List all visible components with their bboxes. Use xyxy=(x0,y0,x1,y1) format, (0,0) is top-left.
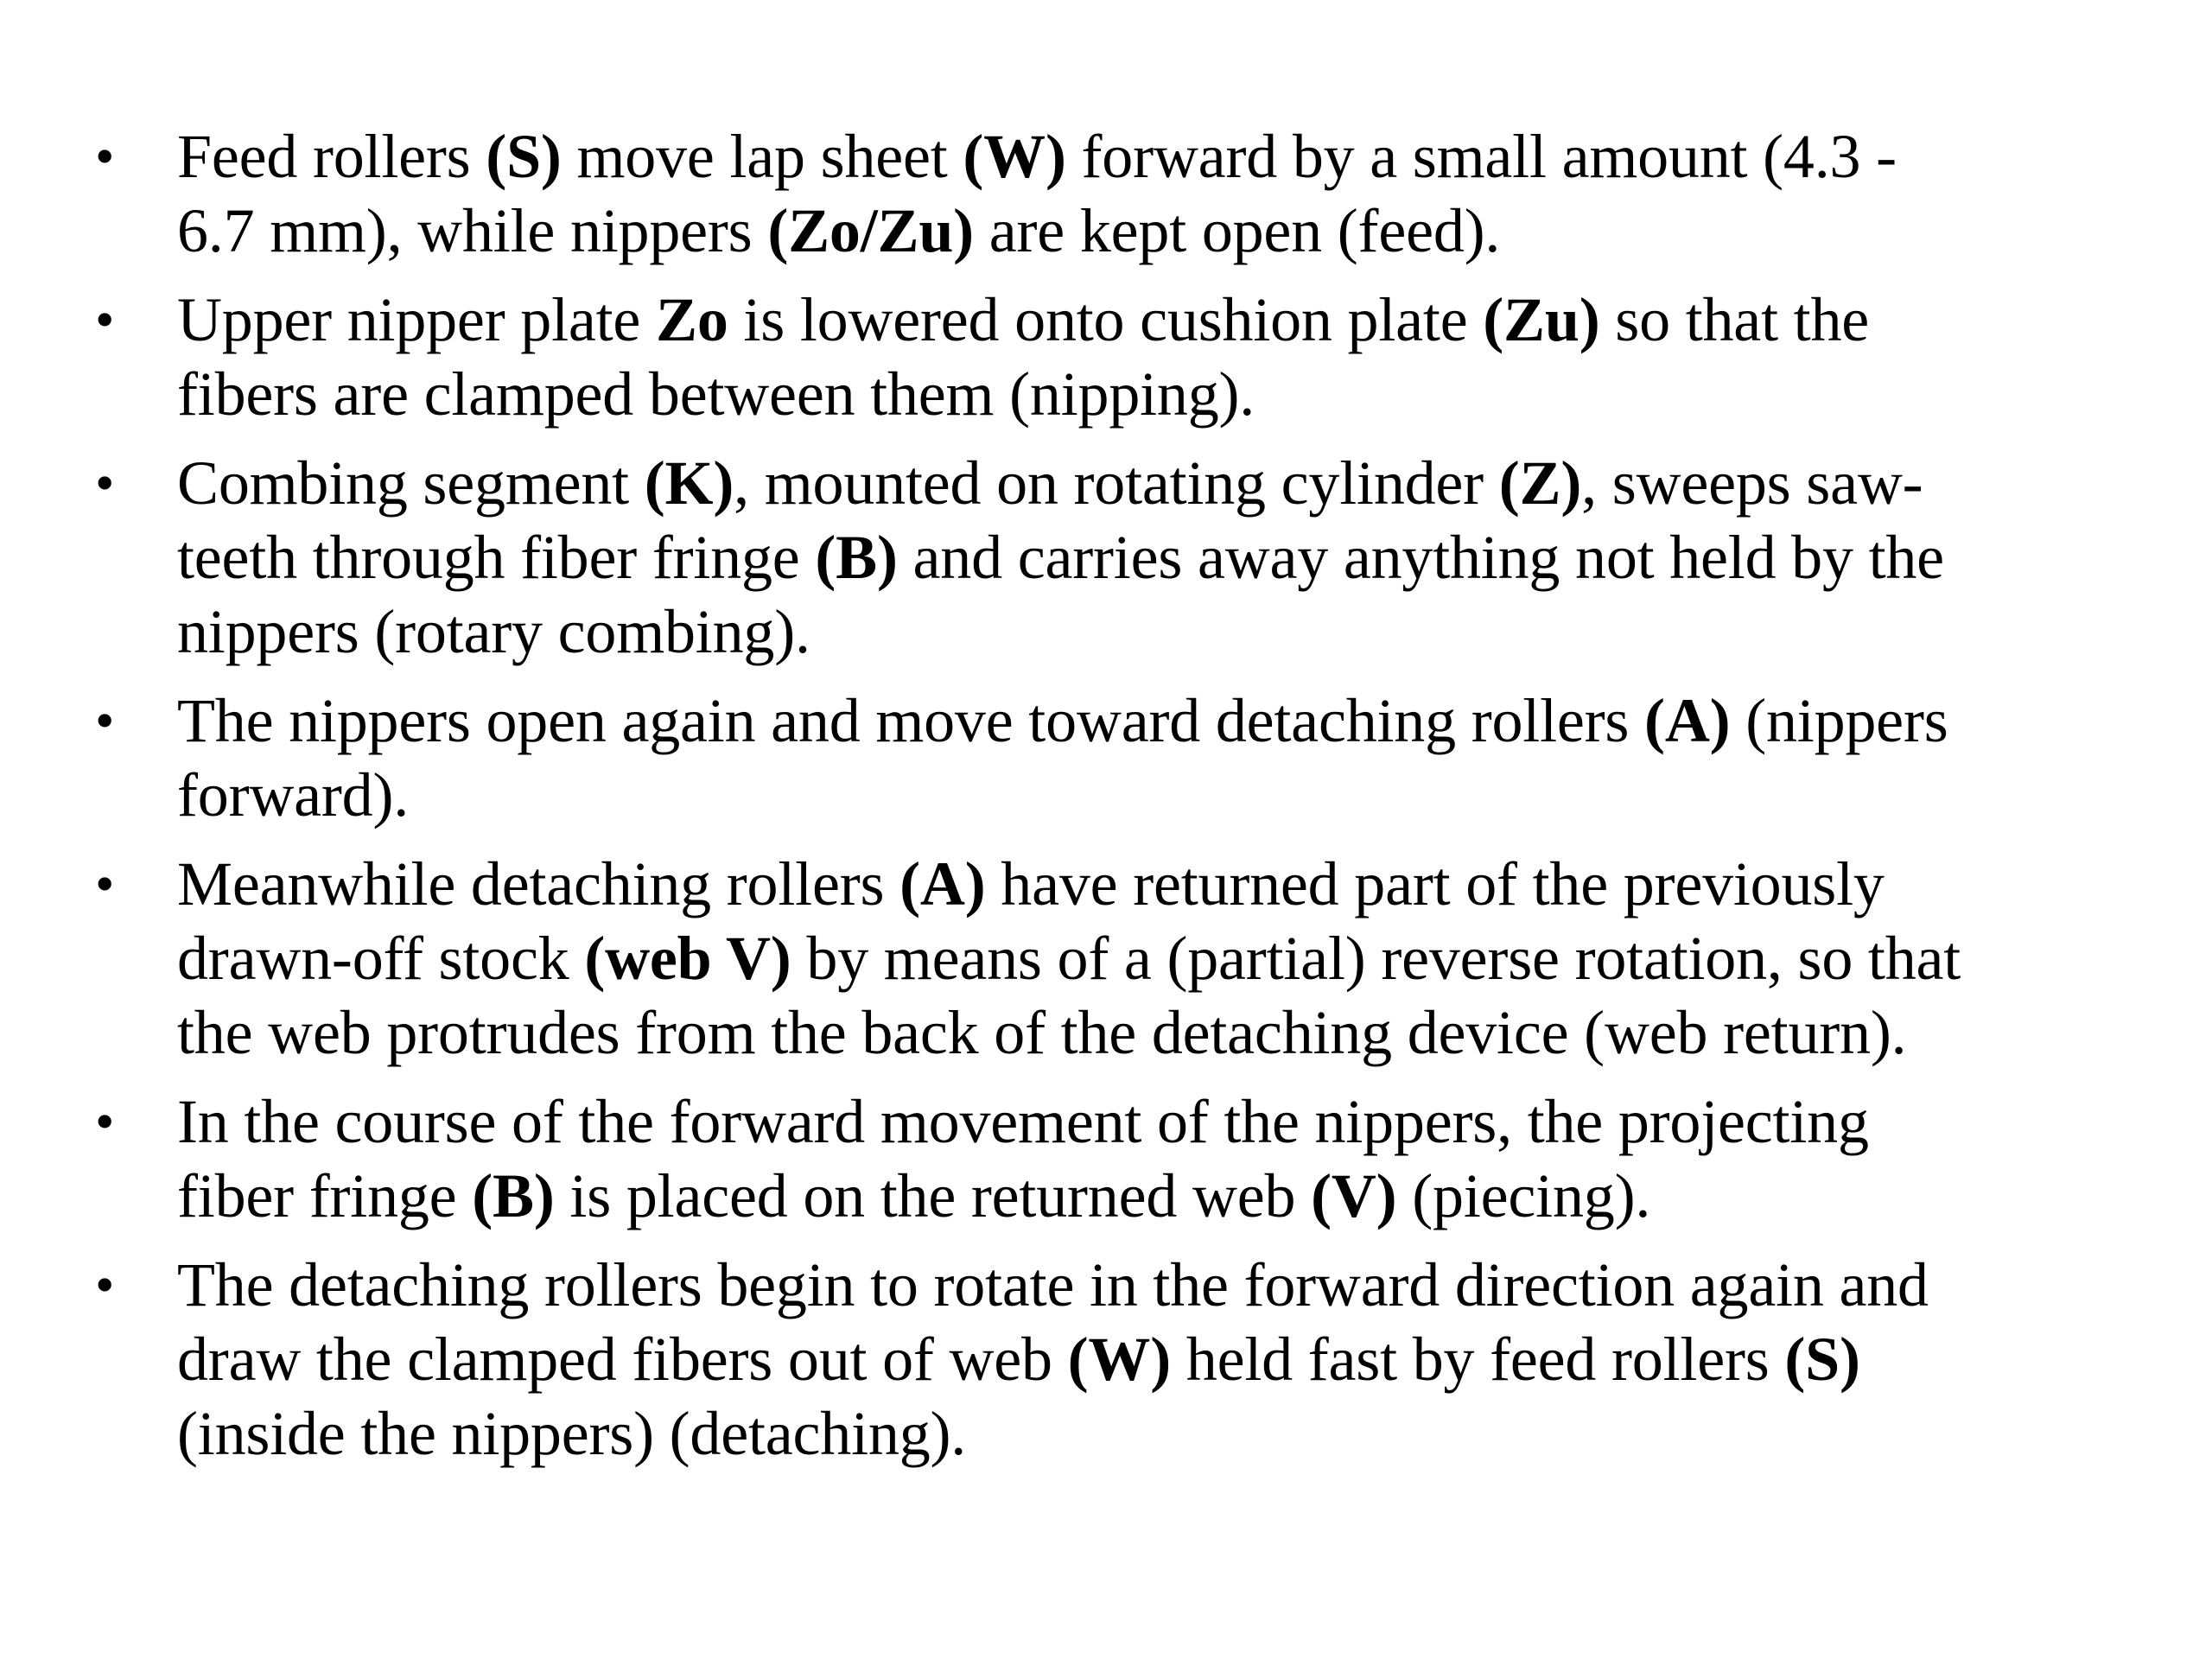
bullet-text xyxy=(177,446,2190,669)
text-run: fibers are clamped between them (nipping). xyxy=(177,359,1255,429)
bullet-item xyxy=(91,847,2190,1070)
bullet-line xyxy=(177,847,2190,921)
text-run: , mounted on rotating cylinder xyxy=(734,448,1499,518)
bold-label: (Zo/Zu) xyxy=(767,196,974,265)
bullet-item xyxy=(91,283,2190,431)
bullet-line xyxy=(177,1159,2190,1233)
bullet-dot-icon: • xyxy=(95,125,115,187)
text-run: by means of a (partial) reverse rotation, so that xyxy=(791,924,1961,993)
bold-label: (W) xyxy=(963,122,1066,191)
bold-label: Zo xyxy=(656,285,728,354)
bullet-line xyxy=(177,995,2190,1070)
bullet-list xyxy=(91,119,2190,1485)
bullet-item xyxy=(91,119,2190,268)
bullet-line xyxy=(177,758,2190,832)
text-run: is lowered onto cushion plate xyxy=(728,285,1484,354)
text-run: In the course of the forward movement of the nippers, the projecting xyxy=(177,1087,1869,1156)
bullet-line xyxy=(177,119,2190,194)
bold-label: (Zu) xyxy=(1483,285,1600,354)
bullet-line xyxy=(177,1248,2190,1322)
text-run: Combing segment xyxy=(177,448,645,518)
bullet-dot-icon: • xyxy=(95,1254,115,1315)
bullet-line xyxy=(177,357,2190,431)
bullet-item xyxy=(91,683,2190,832)
text-run: and carries away anything not held by the xyxy=(897,523,1944,592)
bullet-text xyxy=(177,847,2190,1070)
bold-label: (S) xyxy=(1784,1325,1860,1394)
text-run: The detaching rollers begin to rotate in the forward direction again and xyxy=(177,1250,1929,1319)
bold-label: (B) xyxy=(815,523,898,592)
text-run: teeth through fiber fringe xyxy=(177,523,816,592)
bullet-line xyxy=(177,1322,2190,1396)
text-run: are kept open (feed). xyxy=(973,196,1501,265)
bold-label: (web V) xyxy=(584,924,791,993)
bold-label: (K) xyxy=(644,448,734,518)
bullet-text xyxy=(177,683,2190,832)
text-run: held fast by feed rollers xyxy=(1171,1325,1785,1394)
text-run: drawn-off stock xyxy=(177,924,585,993)
text-run: The nippers open again and move toward detaching rollers xyxy=(177,686,1645,755)
text-run: (inside the nippers) (detaching). xyxy=(177,1399,967,1468)
bullet-line xyxy=(177,594,2190,669)
bullet-item xyxy=(91,446,2190,669)
bullet-line xyxy=(177,194,2190,268)
text-run: 6.7 mm), while nippers xyxy=(177,196,768,265)
text-run: fiber fringe xyxy=(177,1161,473,1230)
text-run: Upper nipper plate xyxy=(177,285,656,354)
bold-label: (A) xyxy=(1644,686,1731,755)
bullet-text xyxy=(177,119,2190,268)
bullet-line xyxy=(177,283,2190,357)
bullet-text xyxy=(177,283,2190,431)
bullet-item xyxy=(91,1084,2190,1233)
text-run: forward). xyxy=(177,760,410,830)
text-run: forward by a small amount (4.3 - xyxy=(1065,122,1897,191)
bullet-line xyxy=(177,520,2190,594)
bullet-text xyxy=(177,1248,2190,1471)
text-run: , sweeps saw- xyxy=(1581,448,1923,518)
bullet-dot-icon: • xyxy=(95,853,115,914)
bold-label: (W) xyxy=(1067,1325,1171,1394)
bullet-line xyxy=(177,446,2190,520)
text-run: move lap sheet xyxy=(561,122,963,191)
text-run: is placed on the returned web xyxy=(554,1161,1312,1230)
bold-label: (V) xyxy=(1311,1161,1397,1230)
text-run: Feed rollers xyxy=(177,122,486,191)
bullet-dot-icon: • xyxy=(95,452,115,513)
bullet-item xyxy=(91,1248,2190,1471)
bold-label: (A) xyxy=(899,849,986,918)
bullet-line xyxy=(177,683,2190,758)
bullet-line xyxy=(177,1396,2190,1471)
bold-label: (S) xyxy=(486,122,562,191)
bullet-line xyxy=(177,921,2190,995)
bullet-line xyxy=(177,1084,2190,1159)
text-run: so that the xyxy=(1599,285,1870,354)
text-run: Meanwhile detaching rollers xyxy=(177,849,900,918)
bullet-dot-icon: • xyxy=(95,690,115,751)
text-run: the web protrudes from the back of the detaching device (web return). xyxy=(177,998,1907,1067)
text-run: (nippers xyxy=(1730,686,1948,755)
bold-label: (B) xyxy=(472,1161,555,1230)
bullet-dot-icon: • xyxy=(95,1090,115,1152)
text-run: nippers (rotary combing). xyxy=(177,597,810,666)
text-run: (piecing). xyxy=(1396,1161,1651,1230)
bold-label: (Z) xyxy=(1498,448,1582,518)
bullet-dot-icon: • xyxy=(95,289,115,350)
bullet-text xyxy=(177,1084,2190,1233)
text-run: have returned part of the previously xyxy=(985,849,1885,918)
text-run: draw the clamped fibers out of web xyxy=(177,1325,1068,1394)
